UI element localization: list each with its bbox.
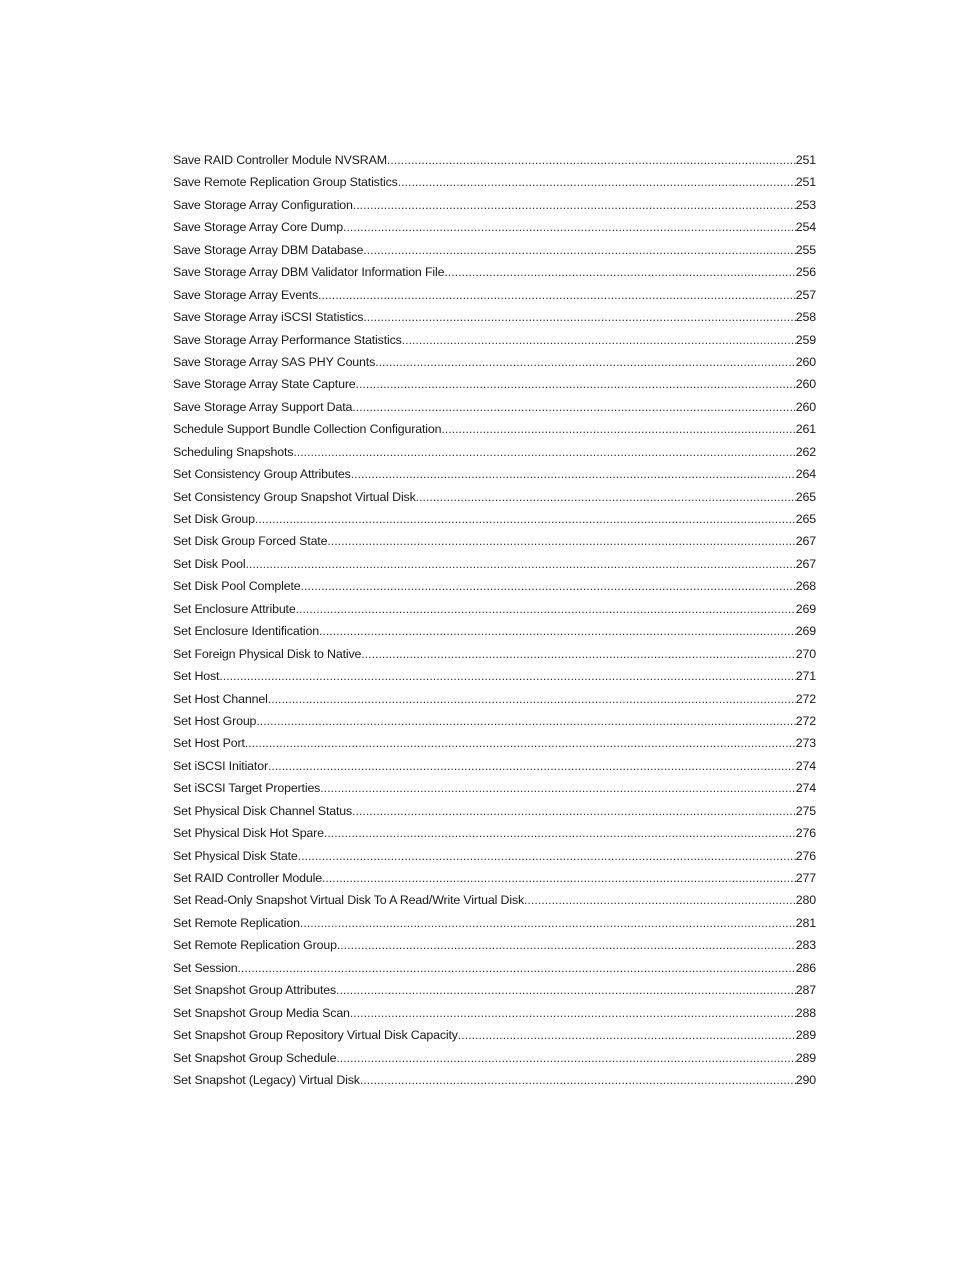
toc-entry-page-number: 272 [795,713,816,728]
toc-entry-page-number: 264 [795,467,816,482]
toc-dot-leader [337,934,796,956]
toc-entry[interactable] [173,530,816,552]
toc-entry-title: Set Disk Group Forced State [173,534,328,549]
toc-entry-page-number: 289 [795,1028,816,1043]
toc-dot-leader [319,620,796,642]
toc-dot-leader [363,306,795,328]
toc-entry-page-number: 274 [795,781,816,796]
toc-dot-leader [219,665,795,687]
toc-dot-leader [256,710,795,732]
toc-entry-page-number: 276 [795,848,816,863]
toc-entry-title: Set Physical Disk Channel Status [173,803,353,818]
toc-entry-page-number: 288 [795,1005,816,1020]
toc-dot-leader [458,1024,796,1046]
toc-dot-leader [318,284,796,306]
toc-entry-page-number: 277 [795,871,816,885]
toc-entry-page-number: 283 [795,938,816,953]
toc-entry[interactable] [173,1069,816,1091]
toc-entry-page-number: 271 [795,669,816,684]
toc-entry[interactable] [173,239,816,261]
toc-entry[interactable] [173,373,816,395]
toc-entry-title: Set iSCSI Initiator [173,758,268,773]
toc-entry-title: Set Enclosure Identification [173,624,319,639]
toc-entry[interactable] [173,575,816,597]
toc-entry[interactable] [173,598,816,620]
toc-entry-page-number: 289 [795,1050,816,1065]
toc-dot-leader [320,777,796,799]
toc-entry[interactable] [173,216,816,238]
toc-entry[interactable] [173,620,816,642]
toc-dot-leader [350,1002,796,1024]
toc-entry[interactable] [173,643,816,665]
toc-entry-title: Set Host Channel [173,691,268,706]
toc-entry-title: Save Storage Array State Capture [173,377,356,392]
toc-entry-title: Set Snapshot Group Attributes [173,983,337,998]
toc-dot-leader [402,329,796,351]
toc-entry[interactable] [173,351,816,373]
toc-dot-leader [237,957,795,979]
toc-entry-title: Scheduling Snapshots [173,444,294,459]
toc-entry-title: Save Remote Replication Group Statistics [173,175,398,190]
toc-entry-title: Save Storage Array Support Data [173,399,353,414]
toc-entry-title: Set Disk Pool [173,556,246,571]
toc-entry-title: Set Physical Disk Hot Spare [173,826,324,841]
toc-entry[interactable] [173,149,816,171]
toc-entry-title: Set RAID Controller Module [173,871,322,885]
toc-dot-leader [416,486,796,508]
toc-dot-leader [300,912,796,934]
toc-dot-leader [444,261,795,283]
toc-entry-page-number: 257 [795,287,816,302]
toc-entry-title: Schedule Support Bundle Collection Configuration [173,422,442,437]
toc-entry-page-number: 251 [795,175,816,190]
toc-dot-leader [293,441,795,463]
toc-entry[interactable] [173,957,816,979]
toc-dot-leader [360,1069,796,1091]
toc-dot-leader [343,216,796,238]
toc-entry-page-number: 274 [795,758,816,773]
toc-entry-page-number: 273 [795,736,816,751]
toc-dot-leader [361,643,796,665]
toc-entry-title: Set Host Port [173,736,245,751]
toc-entry[interactable] [173,486,816,508]
toc-entry[interactable] [173,396,816,418]
toc-entry-page-number: 281 [795,915,816,930]
toc-entry-page-number: 267 [795,534,816,549]
toc-entry-title: Save Storage Array SAS PHY Counts [173,354,376,369]
toc-entry-page-number: 255 [795,242,816,257]
table-of-contents [173,149,816,1091]
toc-dot-leader [322,867,796,889]
toc-entry-title: Set Disk Group [173,512,255,526]
toc-entry-title: Set Host [173,669,220,684]
toc-entry[interactable] [173,777,816,799]
toc-dot-leader [441,418,795,440]
toc-entry-title: Set Consistency Group Attributes [173,467,351,482]
toc-entry[interactable] [173,822,816,844]
toc-entry[interactable] [173,755,816,777]
toc-dot-leader [324,822,796,844]
toc-entry-page-number: 280 [795,893,816,908]
toc-dot-leader [387,149,796,171]
toc-dot-leader [375,351,796,373]
toc-dot-leader [336,979,796,1001]
toc-dot-leader [336,1047,795,1069]
toc-entry-page-number: 265 [795,489,816,504]
toc-entry-page-number: 270 [795,646,816,661]
toc-entry-title: Set Remote Replication Group [173,938,337,953]
toc-dot-leader [245,732,796,754]
toc-entry-page-number: 275 [795,803,816,818]
toc-entry-title: Save Storage Array Performance Statistics [173,332,402,347]
toc-entry-title: Set Read-Only Snapshot Virtual Disk To A Read/Write Virtual Disk [173,893,525,908]
toc-entry[interactable] [173,261,816,283]
toc-entry-page-number: 262 [795,444,816,459]
toc-dot-leader [327,530,795,552]
toc-entry[interactable] [173,284,816,306]
toc-entry-title: Set Remote Replication [173,915,300,930]
toc-entry-title: Set Consistency Group Snapshot Virtual Disk [173,489,416,504]
toc-entry-page-number: 269 [795,624,816,639]
toc-entry[interactable] [173,1024,816,1046]
toc-entry[interactable] [173,867,816,889]
toc-dot-leader [255,508,796,530]
toc-entry-title: Set Snapshot Group Media Scan [173,1005,350,1020]
toc-dot-leader [351,463,796,485]
toc-dot-leader [298,845,796,867]
toc-entry-page-number: 268 [795,579,816,594]
toc-entry-title: Set Snapshot (Legacy) Virtual Disk [173,1072,360,1087]
toc-entry-page-number: 260 [795,399,816,414]
toc-entry[interactable] [173,441,816,463]
toc-entry-page-number: 258 [795,310,816,325]
toc-entry-page-number: 253 [795,197,816,212]
toc-entry-title: Save Storage Array Configuration [173,197,353,212]
toc-entry-page-number: 287 [795,983,816,998]
toc-entry[interactable] [173,418,816,440]
toc-entry-page-number: 269 [795,601,816,616]
toc-entry-title: Set Host Group [173,713,257,728]
toc-entry[interactable] [173,688,816,710]
toc-entry[interactable] [173,1047,816,1069]
toc-entry-title: Save Storage Array DBM Validator Information File [173,265,445,280]
toc-entry-page-number: 290 [795,1072,816,1087]
toc-entry[interactable] [173,1002,816,1024]
toc-dot-leader [268,688,796,710]
toc-entry-page-number: 260 [795,377,816,392]
toc-entry-page-number: 276 [795,826,816,841]
toc-entry-page-number: 272 [795,691,816,706]
toc-entry[interactable] [173,306,816,328]
toc-dot-leader [301,575,796,597]
toc-entry-title: Set iSCSI Target Properties [173,781,321,796]
toc-entry-page-number: 254 [795,220,816,235]
toc-entry[interactable] [173,732,816,754]
toc-dot-leader [524,889,796,911]
toc-entry-title: Set Session [173,960,238,975]
toc-dot-leader [296,598,796,620]
toc-dot-leader [268,755,796,777]
toc-entry-title: Save Storage Array DBM Database [173,242,364,257]
toc-entry-title: Set Physical Disk State [173,848,298,863]
toc-entry-page-number: 259 [795,332,816,347]
toc-entry-title: Save Storage Array iSCSI Statistics [173,310,364,325]
toc-entry-page-number: 251 [795,153,816,167]
toc-entry[interactable] [173,463,816,485]
toc-entry-title: Set Enclosure Attribute [173,601,296,616]
toc-dot-leader [356,373,796,395]
toc-dot-leader [363,239,796,261]
toc-entry-page-number: 256 [795,265,816,280]
toc-entry-page-number: 265 [795,512,816,526]
toc-entry[interactable] [173,508,816,530]
toc-dot-leader [352,396,796,418]
toc-entry[interactable] [173,979,816,1001]
toc-dot-leader [398,171,796,193]
toc-entry-title: Set Foreign Physical Disk to Native [173,646,362,661]
toc-entry-title: Save RAID Controller Module NVSRAM [173,153,387,167]
toc-entry[interactable] [173,194,816,216]
toc-entry-title: Save Storage Array Core Dump [173,220,344,235]
toc-entry-title: Set Snapshot Group Repository Virtual Disk Capacity [173,1028,458,1043]
toc-entry[interactable] [173,171,816,193]
toc-dot-leader [245,553,795,575]
toc-dot-leader [352,800,796,822]
toc-entry[interactable] [173,710,816,732]
toc-entry[interactable] [173,553,816,575]
toc-entry[interactable] [173,912,816,934]
toc-entry-title: Set Disk Pool Complete [173,579,301,594]
toc-entry-page-number: 267 [795,556,816,571]
toc-entry-title: Save Storage Array Events [173,287,319,302]
toc-entry[interactable] [173,889,816,911]
toc-dot-leader [353,194,796,216]
toc-entry[interactable] [173,329,816,351]
toc-entry-page-number: 260 [795,354,816,369]
toc-entry[interactable] [173,800,816,822]
toc-entry[interactable] [173,845,816,867]
toc-entry[interactable] [173,934,816,956]
toc-entry[interactable] [173,665,816,687]
toc-entry-page-number: 286 [795,960,816,975]
toc-entry-page-number: 261 [795,422,816,437]
toc-entry-title: Set Snapshot Group Schedule [173,1050,337,1065]
